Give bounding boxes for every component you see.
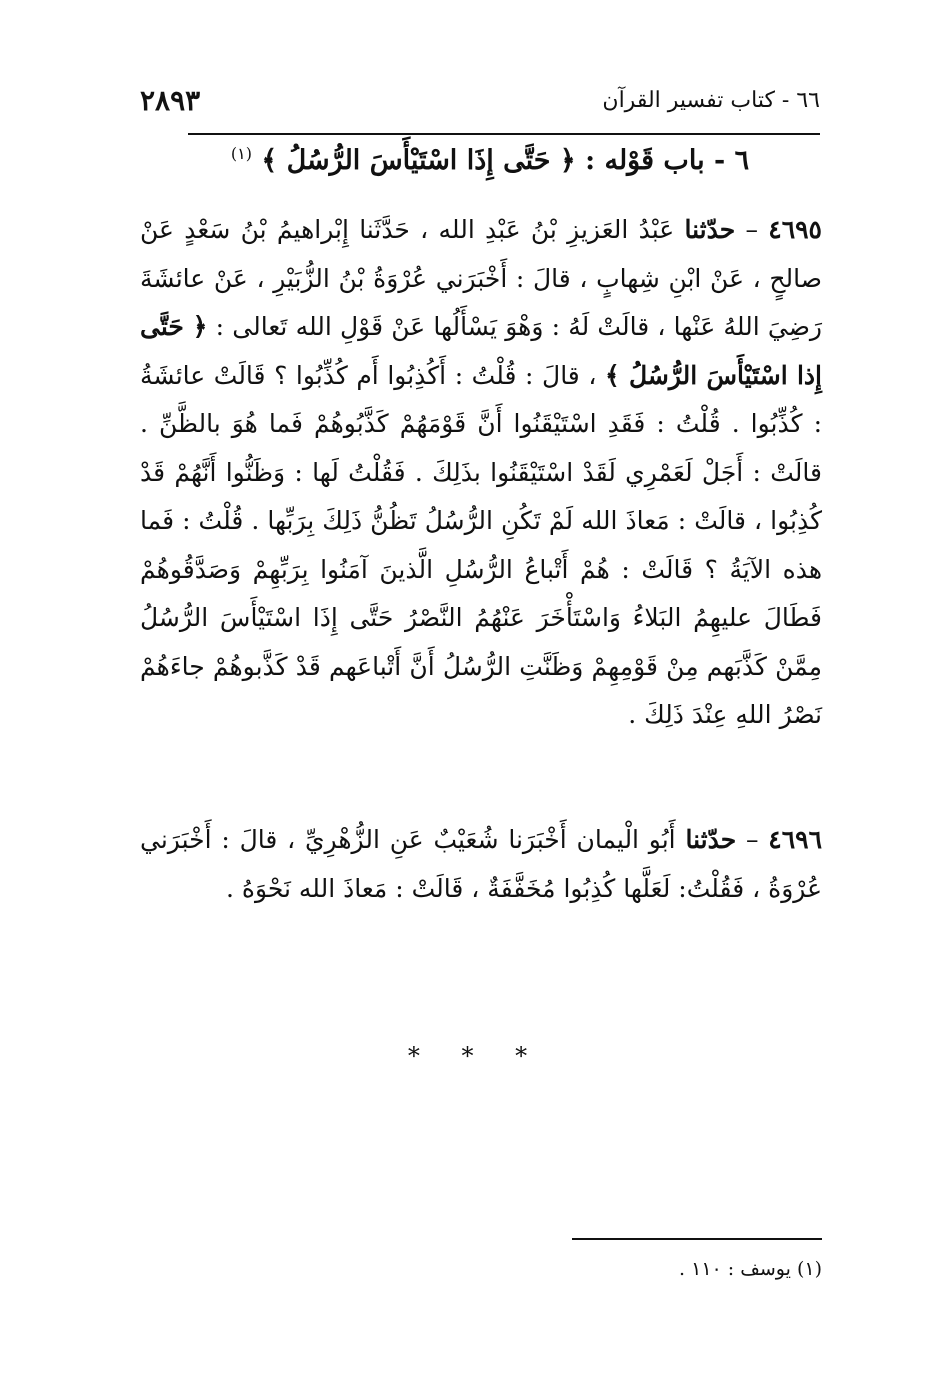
page-header xyxy=(140,84,820,124)
hadith-lead: حدّثنا xyxy=(685,825,737,854)
quran-verse: ﴿ حَتَّى إِذا اسْتَيْأَسَ الرُّسُلُ ﴾ xyxy=(140,312,822,390)
hadith-text-part-b: ، قالَ : قُلْتُ : أَكُذِبُوا أَم كُذِّبُوا ؟ قَالَتْ عائشَةُ : كُذِّبُوا . قُلْتُ : فَقَدِ اسْتَيْقَنُوا أَنَّ قَوْمَهُمْ كَذَّبُوهُمْ فَما هُوَ بالظَّنِّ . قالَتْ : أَجَلْ لَعَمْرِي لَقَدْ اسْتَيْقَنُوا بذَلِكَ . فَقُلْتُ لَها : وَظَنُّوا أَنَّهُمْ قَدْ كُذِبُوا ، قالَتْ : مَعاذَ الله لَمْ تَكُنِ الرُّسُلُ تَظُنُّ ذَلِكَ بِرَبِّها . قُلْتُ : فَما هذه الآيَةُ ؟ قَالَتْ : هُمْ أَتْباعُ الرُّسُلِ الَّذينَ آمَنُوا بِرَبِّهِمْ وَصَدَّقُوهُمْ فَطَالَ عليهِمُ البَلاءُ وَاسْتَأْخَرَ عَنْهُمُ النَّصْرُ حَتَّى إِذَا اسْتَيْأَسَ الرُّسُلُ مِمَّنْ كَذَّبَهم مِنْ قَوْمِهِمْ وَظَنَّتِ الرُّسُلُ أَنَّ أَتْباعَهم قَدْ كَذَّبوهُمْ جاءَهُمْ نَصْرُ اللهِ عِنْدَ ذَلِكَ . xyxy=(140,360,822,729)
section-separator: * * * xyxy=(407,1042,528,1070)
hadith-lead: حدّثنا xyxy=(684,215,736,244)
running-title: ٦٦ - كتاب تفسير القرآن xyxy=(602,88,820,113)
hadith-dash: – xyxy=(745,215,758,244)
page-number: ٢٨٩٣ xyxy=(140,84,201,117)
hadith-text-part-a: عَبْدُ العَزيزِ بْنُ عَبْدِ الله ، حَدَّثَنا إِبْراهيمُ بْنُ سَعْدٍ عَنْ صالحٍ ، عَنْ ابْنِ شِهابٍ ، قالَ : أَخْبَرَني عُرْوَةُ بْنُ الزُّبَيْرِ ، عَنْ عائشَةَ رَضِيَ اللهُ عَنْها ، قالَتْ لَهُ : وَهْوَ يَسْأَلُها عَنْ قَوْلِ الله تَعالى : xyxy=(140,215,823,341)
hadith-text: أَبُو الْيمان أَخْبَرَنا شُعَيْبٌ عَنِ الزُّهْرِيِّ ، قالَ : أَخْبَرَني عُرْوَةُ ، فَقُلْتُ: لَعَلَّها كُذِبُوا مُخَفَّفَةٌ ، قَالَتْ : مَعاذَ الله نَحْوَهُ . xyxy=(140,825,822,903)
footnote: (١) يوسف : ١١٠ . xyxy=(679,1258,822,1280)
hadith-number: ٤٦٩٥ xyxy=(768,215,822,244)
footnote-rule xyxy=(572,1238,822,1240)
chapter-heading-text: ٦ - باب قَوْله : ﴿ حَتَّى إِذَا اسْتَيْأَسَ الرُّسُلُ ﴾ xyxy=(261,145,750,176)
header-rule xyxy=(188,133,820,135)
hadith-number: ٤٦٩٦ xyxy=(768,825,822,854)
hadith-4695 xyxy=(140,206,822,740)
footnote-reference: (١) xyxy=(230,144,252,163)
chapter-heading xyxy=(160,144,820,176)
hadith-4696 xyxy=(140,816,822,913)
hadith-dash: – xyxy=(745,825,759,854)
